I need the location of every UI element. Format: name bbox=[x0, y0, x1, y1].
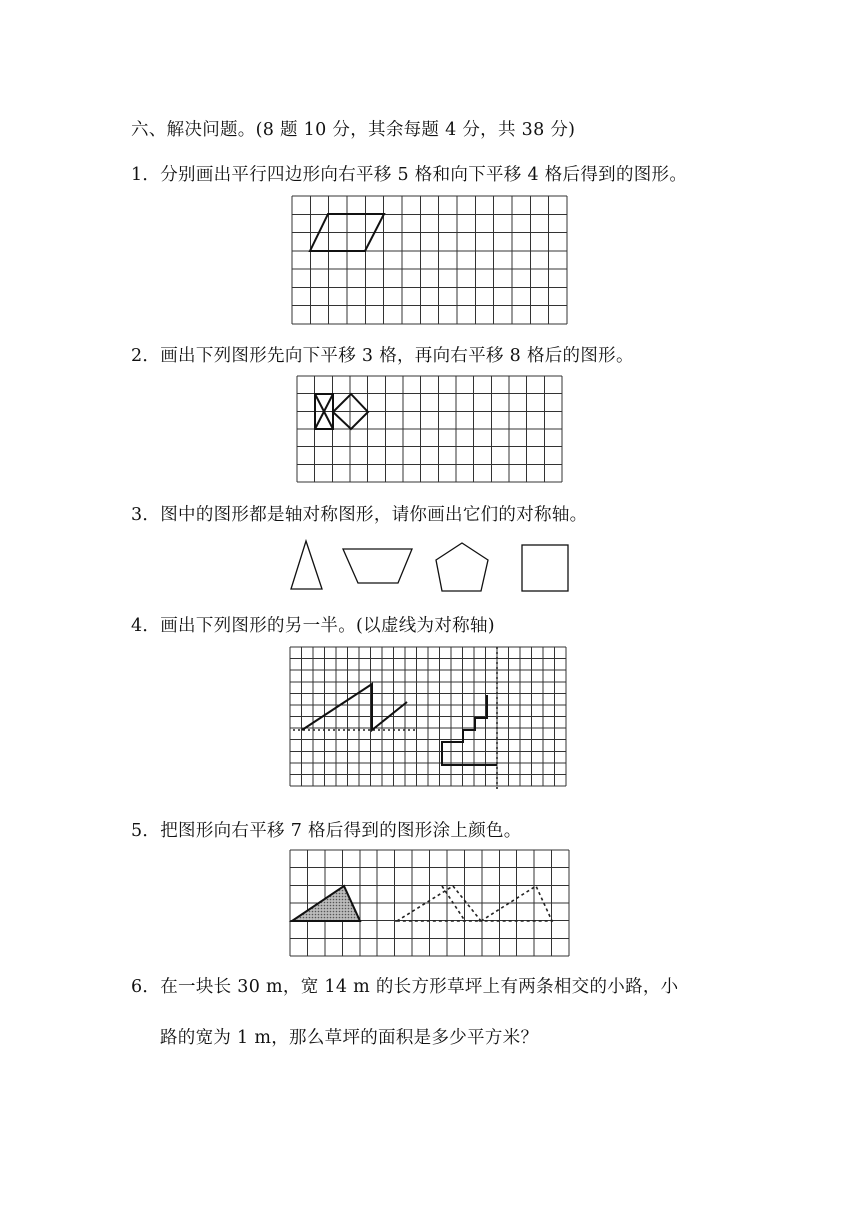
q1-grid-figure bbox=[292, 196, 568, 326]
question-text: 分别画出平行四边形向右平移 5 格和向下平移 4 格后得到的图形。 bbox=[160, 165, 688, 185]
square-shape bbox=[522, 545, 568, 591]
question-2 bbox=[131, 342, 634, 367]
question-number: 2． bbox=[131, 346, 161, 366]
question-text: 画出下列图形先向下平移 3 格，再向右平移 8 格后的图形。 bbox=[160, 346, 634, 366]
question-3 bbox=[131, 501, 587, 526]
question-1 bbox=[131, 161, 687, 186]
question-6-continuation: 路的宽为 1 m，那么草坪的面积是多少平方米？ bbox=[160, 1028, 539, 1048]
question-number: 5． bbox=[131, 821, 161, 841]
question-text: 图中的图形都是轴对称图形，请你画出它们的对称轴。 bbox=[160, 505, 588, 525]
pentagon-shape bbox=[436, 543, 488, 591]
q3-shapes-figure bbox=[285, 535, 575, 595]
question-number: 4． bbox=[131, 616, 161, 636]
question-text: 把图形向右平移 7 格后得到的图形涂上颜色。 bbox=[160, 821, 522, 841]
right-half-steps bbox=[442, 695, 497, 765]
question-number: 1． bbox=[131, 165, 161, 185]
triangle-shape bbox=[291, 541, 322, 589]
left-half-zigzag bbox=[302, 684, 407, 730]
question-5 bbox=[131, 817, 522, 842]
trapezoid-shape bbox=[343, 549, 412, 583]
q2-grid-figure bbox=[297, 376, 563, 483]
question-6 bbox=[131, 973, 678, 998]
q5-grid-figure bbox=[290, 850, 570, 957]
question-text: 画出下列图形的另一半。(以虚线为对称轴) bbox=[160, 616, 495, 636]
question-4 bbox=[131, 612, 495, 637]
question-text: 在一块长 30 m，宽 14 m 的长方形草坪上有两条相交的小路，小 bbox=[160, 977, 679, 997]
question-number: 6． bbox=[131, 977, 161, 997]
section-heading: 六、解决问题。(8 题 10 分，其余每题 4 分，共 38 分) bbox=[131, 120, 576, 140]
q4-grid-figure bbox=[290, 647, 570, 792]
question-number: 3． bbox=[131, 505, 161, 525]
